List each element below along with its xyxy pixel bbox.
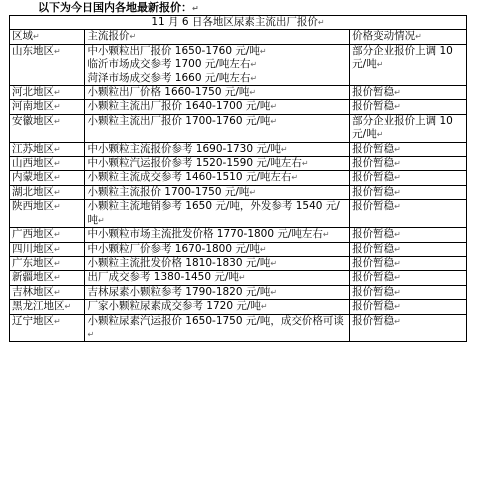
table-row: [10, 185, 467, 199]
region-cell: 四川地区↵: [10, 242, 85, 256]
change-cell: 报价暂稳↵: [350, 100, 467, 114]
region-cell: 吉林地区↵: [10, 285, 85, 299]
page-heading: 以下为今日国内各地最新报价：↵: [38, 1, 199, 14]
price-cell: [85, 86, 350, 100]
change-cell: 报价暂稳↵: [350, 142, 467, 156]
price-cell: [85, 256, 350, 270]
table-row: [10, 314, 467, 342]
region-cell: 安徽地区↵: [10, 114, 85, 142]
table-row: [10, 157, 467, 171]
change-cell: 报价暂稳↵: [350, 300, 467, 314]
price-line: 小颗粒尿素汽运报价 1650-1750 元/吨，成交价格可谈↵: [87, 314, 344, 339]
price-line: 中小颗粒市场主流批发价格 1770-1800 元/吨左右↵: [87, 228, 330, 241]
price-line: 小颗粒主流批发价格 1810-1830 元/吨↵: [87, 256, 278, 269]
table-header-row: [10, 30, 467, 44]
price-line: 小颗粒主流出厂报价 1700-1760 元/吨↵: [87, 114, 278, 127]
table-title-row: [10, 16, 467, 30]
price-line: 中小颗粒汽运报价参考 1520-1590 元/吨左右↵: [87, 157, 309, 170]
price-line: 小颗粒主流报价 1700-1750 元/吨↵: [87, 185, 257, 198]
region-cell: 广西地区↵: [10, 228, 85, 242]
region-cell: 江苏地区↵: [10, 142, 85, 156]
table-row: [10, 100, 467, 114]
change-cell: 部分企业报价上调 10元/吨↵: [350, 44, 467, 85]
price-cell: [85, 228, 350, 242]
price-line: 小颗粒主流成交参考 1460-1510 元/吨左右↵: [87, 171, 299, 184]
table-title: 11 月 6 日各地区尿素主流出厂报价↵: [10, 16, 467, 30]
price-line: 出厂成交参考 1380-1450 元/吨↵: [87, 271, 246, 284]
price-line: 中小颗粒出厂报价 1650-1760 元/吨↵: [87, 44, 267, 57]
region-cell: 湖北地区↵: [10, 185, 85, 199]
region-cell: 内蒙地区↵: [10, 171, 85, 185]
price-line: 吉林尿素小颗粒参考 1790-1820 元/吨↵: [87, 285, 278, 298]
change-cell: 报价暂稳↵: [350, 285, 467, 299]
table-row: [10, 300, 467, 314]
table-row: [10, 44, 467, 85]
region-cell: 广东地区↵: [10, 256, 85, 270]
price-cell: [85, 285, 350, 299]
price-cell: [85, 271, 350, 285]
header-price: 主流报价↵: [85, 30, 350, 44]
header-region: 区域↵: [10, 30, 85, 44]
change-cell: 报价暂稳↵: [350, 271, 467, 285]
price-cell: [85, 314, 350, 342]
price-line: 小颗粒主流地销参考 1650 元/吨，外发参考 1540 元/吨↵: [87, 200, 340, 226]
change-cell: 报价暂稳↵: [350, 314, 467, 342]
region-cell: 黑龙江地区↵: [10, 300, 85, 314]
change-cell: 报价暂稳↵: [350, 242, 467, 256]
change-cell: 报价暂稳↵: [350, 171, 467, 185]
price-line: 菏泽市场成交参考 1660 元/吨左右↵: [87, 71, 258, 84]
region-cell: 辽宁地区↵: [10, 314, 85, 342]
change-cell: 报价暂稳↵: [350, 185, 467, 199]
region-cell: 河北地区↵: [10, 86, 85, 100]
price-line: 临沂市场成交参考 1700 元/吨左右↵: [87, 58, 258, 71]
price-cell: [85, 200, 350, 228]
price-table: [9, 15, 467, 342]
price-cell: [85, 100, 350, 114]
region-cell: 陕西地区↵: [10, 200, 85, 228]
region-cell: 新疆地区↵: [10, 271, 85, 285]
price-cell: [85, 300, 350, 314]
price-line: 中小颗粒主流报价参考 1690-1730 元/吨↵: [87, 142, 288, 155]
price-cell: [85, 157, 350, 171]
change-cell: 报价暂稳↵: [350, 157, 467, 171]
region-cell: 山东地区↵: [10, 44, 85, 85]
price-cell: [85, 142, 350, 156]
table-row: [10, 256, 467, 270]
price-cell: [85, 171, 350, 185]
table-row: [10, 285, 467, 299]
region-cell: 山西地区↵: [10, 157, 85, 171]
price-cell: [85, 114, 350, 142]
region-cell: 河南地区↵: [10, 100, 85, 114]
table-row: [10, 171, 467, 185]
change-cell: 报价暂稳↵: [350, 228, 467, 242]
table-row: [10, 114, 467, 142]
change-cell: 报价暂稳↵: [350, 86, 467, 100]
header-change: 价格变动情况↵: [350, 30, 467, 44]
change-cell: 报价暂稳↵: [350, 200, 467, 228]
change-cell: 部分企业报价上调 10元/吨↵: [350, 114, 467, 142]
table-row: [10, 200, 467, 228]
table-row: [10, 142, 467, 156]
price-line: 厂家小颗粒尿素成交参考 1720 元/吨↵: [87, 300, 268, 313]
price-cell: [85, 242, 350, 256]
price-line: 小颗粒主流出厂报价 1640-1700 元/吨↵: [87, 100, 278, 113]
price-line: 中小颗粒厂价参考 1670-1800 元/吨↵: [87, 242, 267, 255]
change-cell: 报价暂稳↵: [350, 256, 467, 270]
price-cell: [85, 185, 350, 199]
table-row: [10, 242, 467, 256]
price-line: 小颗粒出厂价格 1660-1750 元/吨↵: [87, 86, 257, 99]
table-row: [10, 86, 467, 100]
table-row: [10, 271, 467, 285]
table-row: [10, 228, 467, 242]
price-cell: [85, 44, 350, 85]
